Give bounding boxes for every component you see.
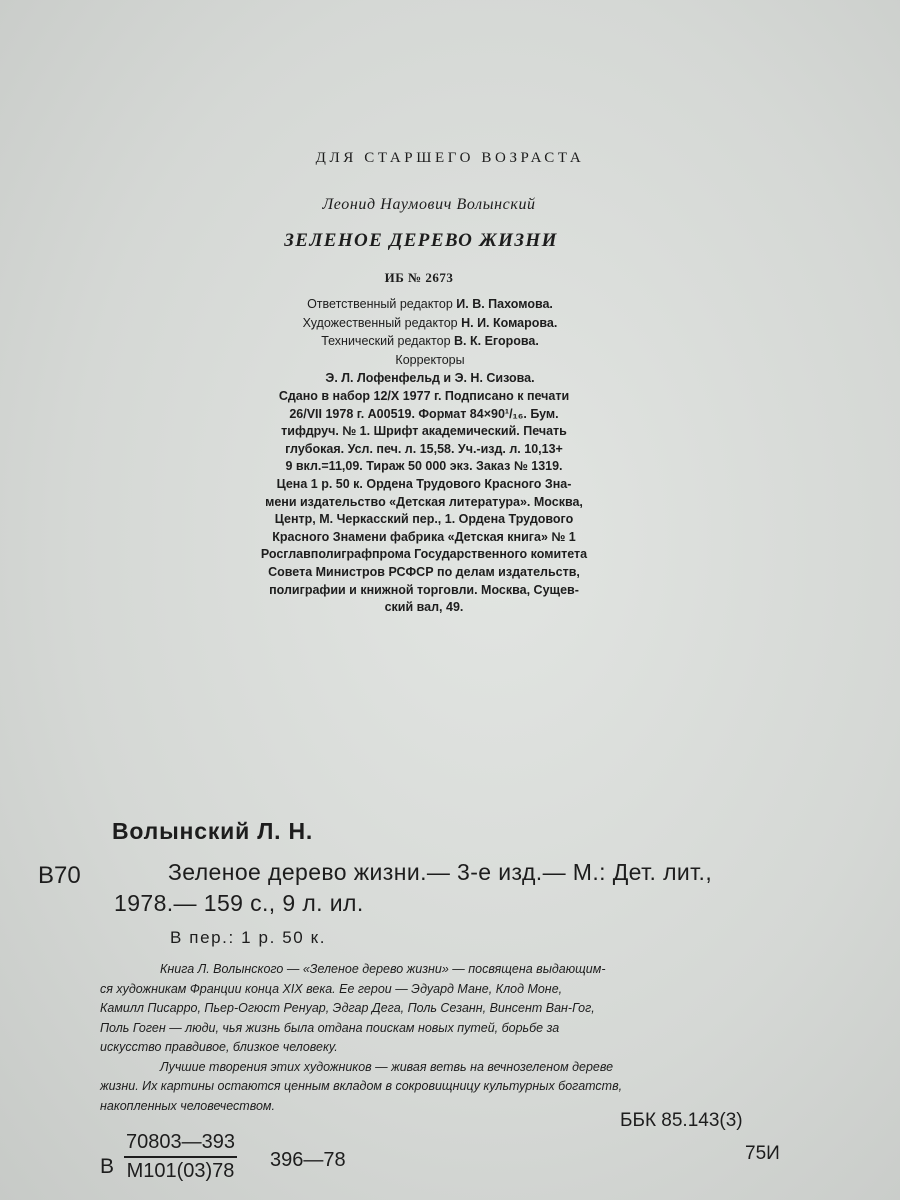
credit-line [0, 295, 860, 314]
credit-role: Технический редактор [321, 334, 451, 348]
catalog-bibliographic-line: 1978.— 159 с., 9 л. ил. [114, 890, 364, 916]
credit-line [0, 332, 860, 351]
imprint-line: полиграфии и книжной торговли. Москва, Сущев- [269, 582, 579, 597]
annotation-line: искусство правдивое, близкое человеку. [100, 1040, 338, 1054]
age-label: ДЛЯ СТАРШЕГО ВОЗРАСТА [315, 150, 585, 166]
fraction-numerator: 70803—393 [124, 1131, 237, 1158]
imprint-line: ский вал, 49. [384, 600, 464, 615]
credit-role: Ответственный редактор [307, 297, 453, 311]
imprint-line: тифдруч. № 1. Шрифт академический. Печать [281, 424, 567, 439]
credit-name: Э. Л. Лофенфельд и Э. Н. Сизова. [325, 371, 535, 385]
imprint-line: Центр, М. Черкасский пер., 1. Ордена Трудового [274, 512, 574, 527]
credits-block [0, 295, 860, 388]
credit-name: И. В. Пахомова. [456, 297, 553, 311]
imprint-line: Сдано в набор 12/X 1977 г. Подписано к печати [278, 389, 570, 403]
imprint-line: 26/VII 1978 г. А00519. Формат 84×90¹/₁₆. Бум. [289, 406, 559, 421]
credit-name: Н. И. Комарова. [461, 315, 558, 330]
imprint-line: Красного Знамени фабрика «Детская книга» № 1 [272, 529, 576, 544]
credit-role: Художественный редактор [302, 315, 458, 330]
annotation-line: ся художникам Франции конца XIX века. Ее герои — Эдуард Мане, Клод Моне, [100, 981, 563, 996]
annotation-line: Лучшие творения этих художников — живая ветвь на вечнозеленом дереве [160, 1059, 614, 1074]
catalog-bibliographic-line: Зеленое дерево жизни.— 3-е изд.— М.: Дет. лит., [168, 859, 713, 885]
catalog-fraction [124, 1131, 237, 1183]
imprint-line: Цена 1 р. 50 к. Ордена Трудового Красного Зна- [276, 476, 572, 491]
catalog-price: В пер.: 1 р. 50 к. [170, 928, 327, 947]
credit-name: В. К. Егорова. [454, 334, 539, 348]
annotation-line: жизни. Их картины остаются ценным вкладом в сокровищницу культурных богатств, [100, 1079, 623, 1093]
annotation-line: накопленных человечеством. [100, 1098, 275, 1113]
credit-role: Корректоры [395, 352, 465, 367]
annotation-line: Камилл Писарро, Пьер-Огюст Ренуар, Эдгар Дега, Поль Сезанн, Винсент Ван-Гог, [100, 1001, 595, 1015]
imprint-details [232, 388, 616, 617]
catalog-code: В70 [38, 862, 81, 889]
catalog-annotation [100, 960, 780, 1116]
imprint-line: Росглавполиграфпрома Государственного комитета [260, 547, 588, 562]
credit-line [0, 369, 860, 388]
bbk-classification: ББК 85.143(3) [620, 1110, 743, 1131]
annotation-line: Поль Гоген — люди, чья жизнь была отдана поискам новых путей, борьбе за [100, 1020, 560, 1035]
imprint-line: глубокая. Усл. печ. л. 15,58. Уч.-изд. л. 10,13+ [285, 441, 563, 456]
imprint-line: Совета Министров РСФСР по делам издательств, [268, 564, 580, 579]
author-full-name: Леонид Наумович Волынский [322, 196, 536, 213]
imprint-line: 9 вкл.=11,09. Тираж 50 000 экз. Заказ № 1319. [285, 459, 563, 474]
credit-line [0, 351, 860, 370]
fraction-denominator: М101(03)78 [126, 1160, 235, 1182]
ib-number: ИБ № 2673 [384, 270, 454, 285]
imprint-line: мени издательство «Детская литература». Москва, [265, 494, 583, 509]
book-title: ЗЕЛЕНОЕ ДЕРЕВО ЖИЗНИ [284, 230, 558, 251]
catalog-author: Волынский Л. Н. [112, 818, 314, 844]
fraction-suffix: 396—78 [270, 1149, 346, 1171]
fraction-prefix: В [100, 1155, 115, 1178]
author-sign-code: 75И [745, 1143, 780, 1164]
credit-line [0, 314, 860, 333]
annotation-line: Книга Л. Волынского — «Зеленое дерево жизни» — посвящена выдающим- [160, 962, 606, 976]
